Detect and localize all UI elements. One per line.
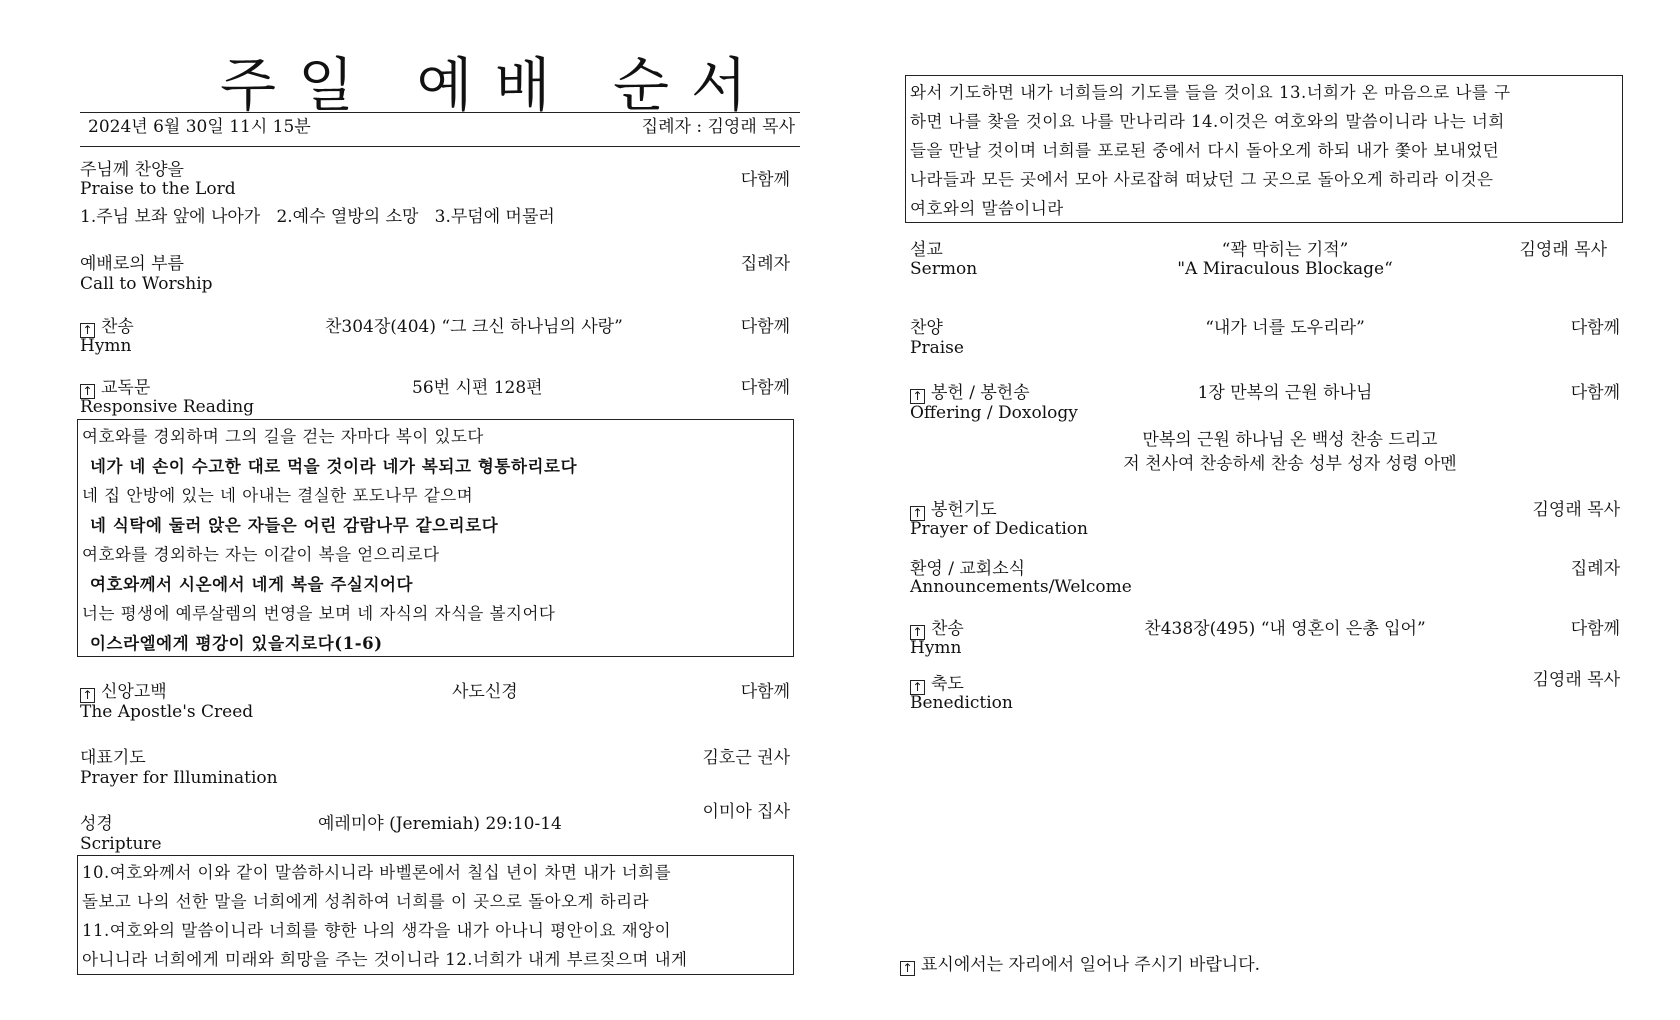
reading-korean-row <box>80 378 150 399</box>
hymn2-korean: 찬송 <box>931 619 964 639</box>
dedication-korean-row <box>910 500 997 521</box>
scripture-line: 돌보고 나의 선한 말을 너희에게 성취하여 너희를 이 곳으로 돌아오게 하리라 <box>82 892 650 911</box>
reading-line-leader: 네 집 안방에 있는 네 아내는 결실한 포도나무 같으며 <box>82 486 474 505</box>
reading-line-people: 여호와께서 시온에서 네게 복을 주실지어다 <box>90 575 414 594</box>
prayer-korean: 대표기도 <box>80 748 146 768</box>
hymn1-english: Hymn <box>80 336 132 356</box>
reading-line-people: 네가 네 손이 수고한 대로 먹을 것이라 네가 복되고 형통하리로다 <box>90 457 578 476</box>
reading-korean: 교독문 <box>101 378 151 398</box>
praise2-detail: “내가 너를 도우리라” <box>1205 318 1365 338</box>
scripture-detail: 예레미야 (Jeremiah) 29:10-14 <box>318 814 562 834</box>
doxology-lyric: 만복의 근원 하나님 온 백성 찬송 드리고 <box>1142 430 1438 450</box>
hymn2-detail: 찬438장(495) “내 영혼이 은총 입어” <box>1144 619 1426 639</box>
reading-line-leader: 너는 평생에 예루살렘의 번영을 보며 네 자식의 자식을 볼지어다 <box>82 604 556 623</box>
service-date: 2024년 6월 30일 11시 15분 <box>88 117 311 137</box>
reading-detail: 56번 시편 128편 <box>412 378 543 398</box>
praise-english: Praise to the Lord <box>80 179 236 199</box>
stand-up-icon: ↑ <box>910 625 925 640</box>
sermon-title-ko: “꽉 막히는 기적” <box>1221 240 1349 260</box>
scripture-line: 11.여호와의 말씀이니라 너희를 향한 나의 생각을 내가 아나니 평안이요 재앙이 <box>82 921 672 940</box>
call-korean: 예배로의 부름 <box>80 254 184 274</box>
scripture-line: 들을 만날 것이며 너희를 포로된 중에서 다시 돌아오게 하되 내가 쫓아 보내었던 <box>910 141 1500 160</box>
praise2-korean: 찬양 <box>910 318 943 338</box>
creed-english: The Apostle's Creed <box>80 702 254 722</box>
stand-up-icon: ↑ <box>910 506 925 521</box>
offering-detail: 1장 만복의 근원 하나님 <box>1197 383 1373 403</box>
hymn1-korean: 찬송 <box>101 317 134 337</box>
praise2-who: 다함께 <box>1570 318 1620 338</box>
call-english: Call to Worship <box>80 274 213 294</box>
hymn1-korean-row <box>80 317 134 338</box>
standing-footnote <box>900 955 1260 976</box>
sermon-title-en: "A Miraculous Blockage“ <box>1177 259 1393 279</box>
reading-line-people: 이스라엘에게 평강이 있을지로다(1-6) <box>90 634 383 653</box>
hymn1-detail: 찬304장(404) “그 크신 하나님의 사랑” <box>325 317 623 337</box>
offering-korean: 봉헌 / 봉헌송 <box>931 383 1030 403</box>
praise-who: 다함께 <box>740 170 790 190</box>
responsive-reading-box <box>77 419 794 657</box>
stand-up-icon: ↑ <box>900 961 915 976</box>
creed-who: 다함께 <box>740 682 790 702</box>
creed-detail: 사도신경 <box>452 682 518 702</box>
stand-up-icon: ↑ <box>910 389 925 404</box>
hymn2-english: Hymn <box>910 638 962 658</box>
header-top-rule <box>80 112 800 113</box>
reading-english: Responsive Reading <box>80 397 255 417</box>
offering-english: Offering / Doxology <box>910 403 1078 423</box>
welcome-english: Announcements/Welcome <box>910 577 1132 597</box>
sermon-who: 김영래 목사 <box>1519 240 1607 260</box>
dedication-korean: 봉헌기도 <box>931 500 997 520</box>
welcome-korean: 환영 / 교회소식 <box>910 559 1026 579</box>
call-who: 집례자 <box>740 254 790 274</box>
benediction-korean-row <box>910 674 964 695</box>
hymn2-who: 다함께 <box>1570 619 1620 639</box>
scripture-korean: 성경 <box>80 814 113 834</box>
stand-up-icon: ↑ <box>80 323 95 338</box>
benediction-who: 김영래 목사 <box>1532 670 1620 690</box>
reading-line-leader: 여호와를 경외하는 자는 이같이 복을 얻으리로다 <box>82 545 440 564</box>
scripture-line: 나라들과 모든 곳에서 모아 사로잡혀 떠났던 그 곳으로 돌아오게 하리라 이것은 <box>910 170 1494 189</box>
stand-up-icon: ↑ <box>80 384 95 399</box>
praise2-english: Praise <box>910 338 964 358</box>
prayer-english: Prayer for Illumination <box>80 768 278 788</box>
sermon-korean: 설교 <box>910 240 943 260</box>
praise-songs: 1.주님 보좌 앞에 나아가 2.예수 열방의 소망 3.무덤에 머물러 <box>80 207 555 227</box>
dedication-english: Prayer of Dedication <box>910 519 1088 539</box>
stand-up-icon: ↑ <box>910 680 925 695</box>
praise-korean: 주님께 찬양을 <box>80 160 184 180</box>
scripture-box-right <box>905 75 1623 223</box>
scripture-line: 와서 기도하면 내가 너희들의 기도를 들을 것이요 13.너희가 온 마음으로 나를 구 <box>910 83 1511 102</box>
reading-line-people: 네 식탁에 둘러 앉은 자들은 어린 감람나무 같으리로다 <box>90 516 499 535</box>
doxology-lyric: 저 천사여 찬송하세 찬송 성부 성자 성령 아멘 <box>1123 454 1457 474</box>
hymn1-who: 다함께 <box>740 317 790 337</box>
creed-korean: 신앙고백 <box>101 682 167 702</box>
header-bottom-rule <box>80 146 800 147</box>
sermon-english: Sermon <box>910 259 978 279</box>
benediction-english: Benediction <box>910 693 1013 713</box>
scripture-line: 여호와의 말씀이니라 <box>910 199 1064 218</box>
scripture-line: 아니니라 너희에게 미래와 희망을 주는 것이니라 12.너희가 내게 부르짖으며 내게 <box>82 950 688 969</box>
stand-up-icon: ↑ <box>80 688 95 703</box>
creed-korean-row <box>80 682 167 703</box>
reading-line-leader: 여호와를 경외하며 그의 길을 걷는 자마다 복이 있도다 <box>82 427 484 446</box>
scripture-line: 하면 나를 찾을 것이요 나를 만나리라 14.이것은 여호와의 말씀이니라 나는 너희 <box>910 112 1505 131</box>
reading-who: 다함께 <box>740 378 790 398</box>
scripture-who: 이미아 집사 <box>702 802 790 822</box>
footnote-text: 표시에서는 자리에서 일어나 주시기 바랍니다. <box>921 955 1261 975</box>
offering-korean-row <box>910 383 1030 404</box>
page-title: 주일 예배 순서 <box>220 51 770 119</box>
scripture-box-left <box>77 855 794 975</box>
dedication-who: 김영래 목사 <box>1532 500 1620 520</box>
prayer-who: 김호근 권사 <box>702 748 790 768</box>
presider: 집례자 : 김영래 목사 <box>641 117 795 137</box>
welcome-who: 집례자 <box>1570 559 1620 579</box>
scripture-line: 10.여호와께서 이와 같이 말씀하시니라 바벨론에서 칠십 년이 차면 내가 너희를 <box>82 863 672 882</box>
benediction-korean: 축도 <box>931 674 964 694</box>
hymn2-korean-row <box>910 619 964 640</box>
offering-who: 다함께 <box>1570 383 1620 403</box>
scripture-english: Scripture <box>80 834 162 854</box>
